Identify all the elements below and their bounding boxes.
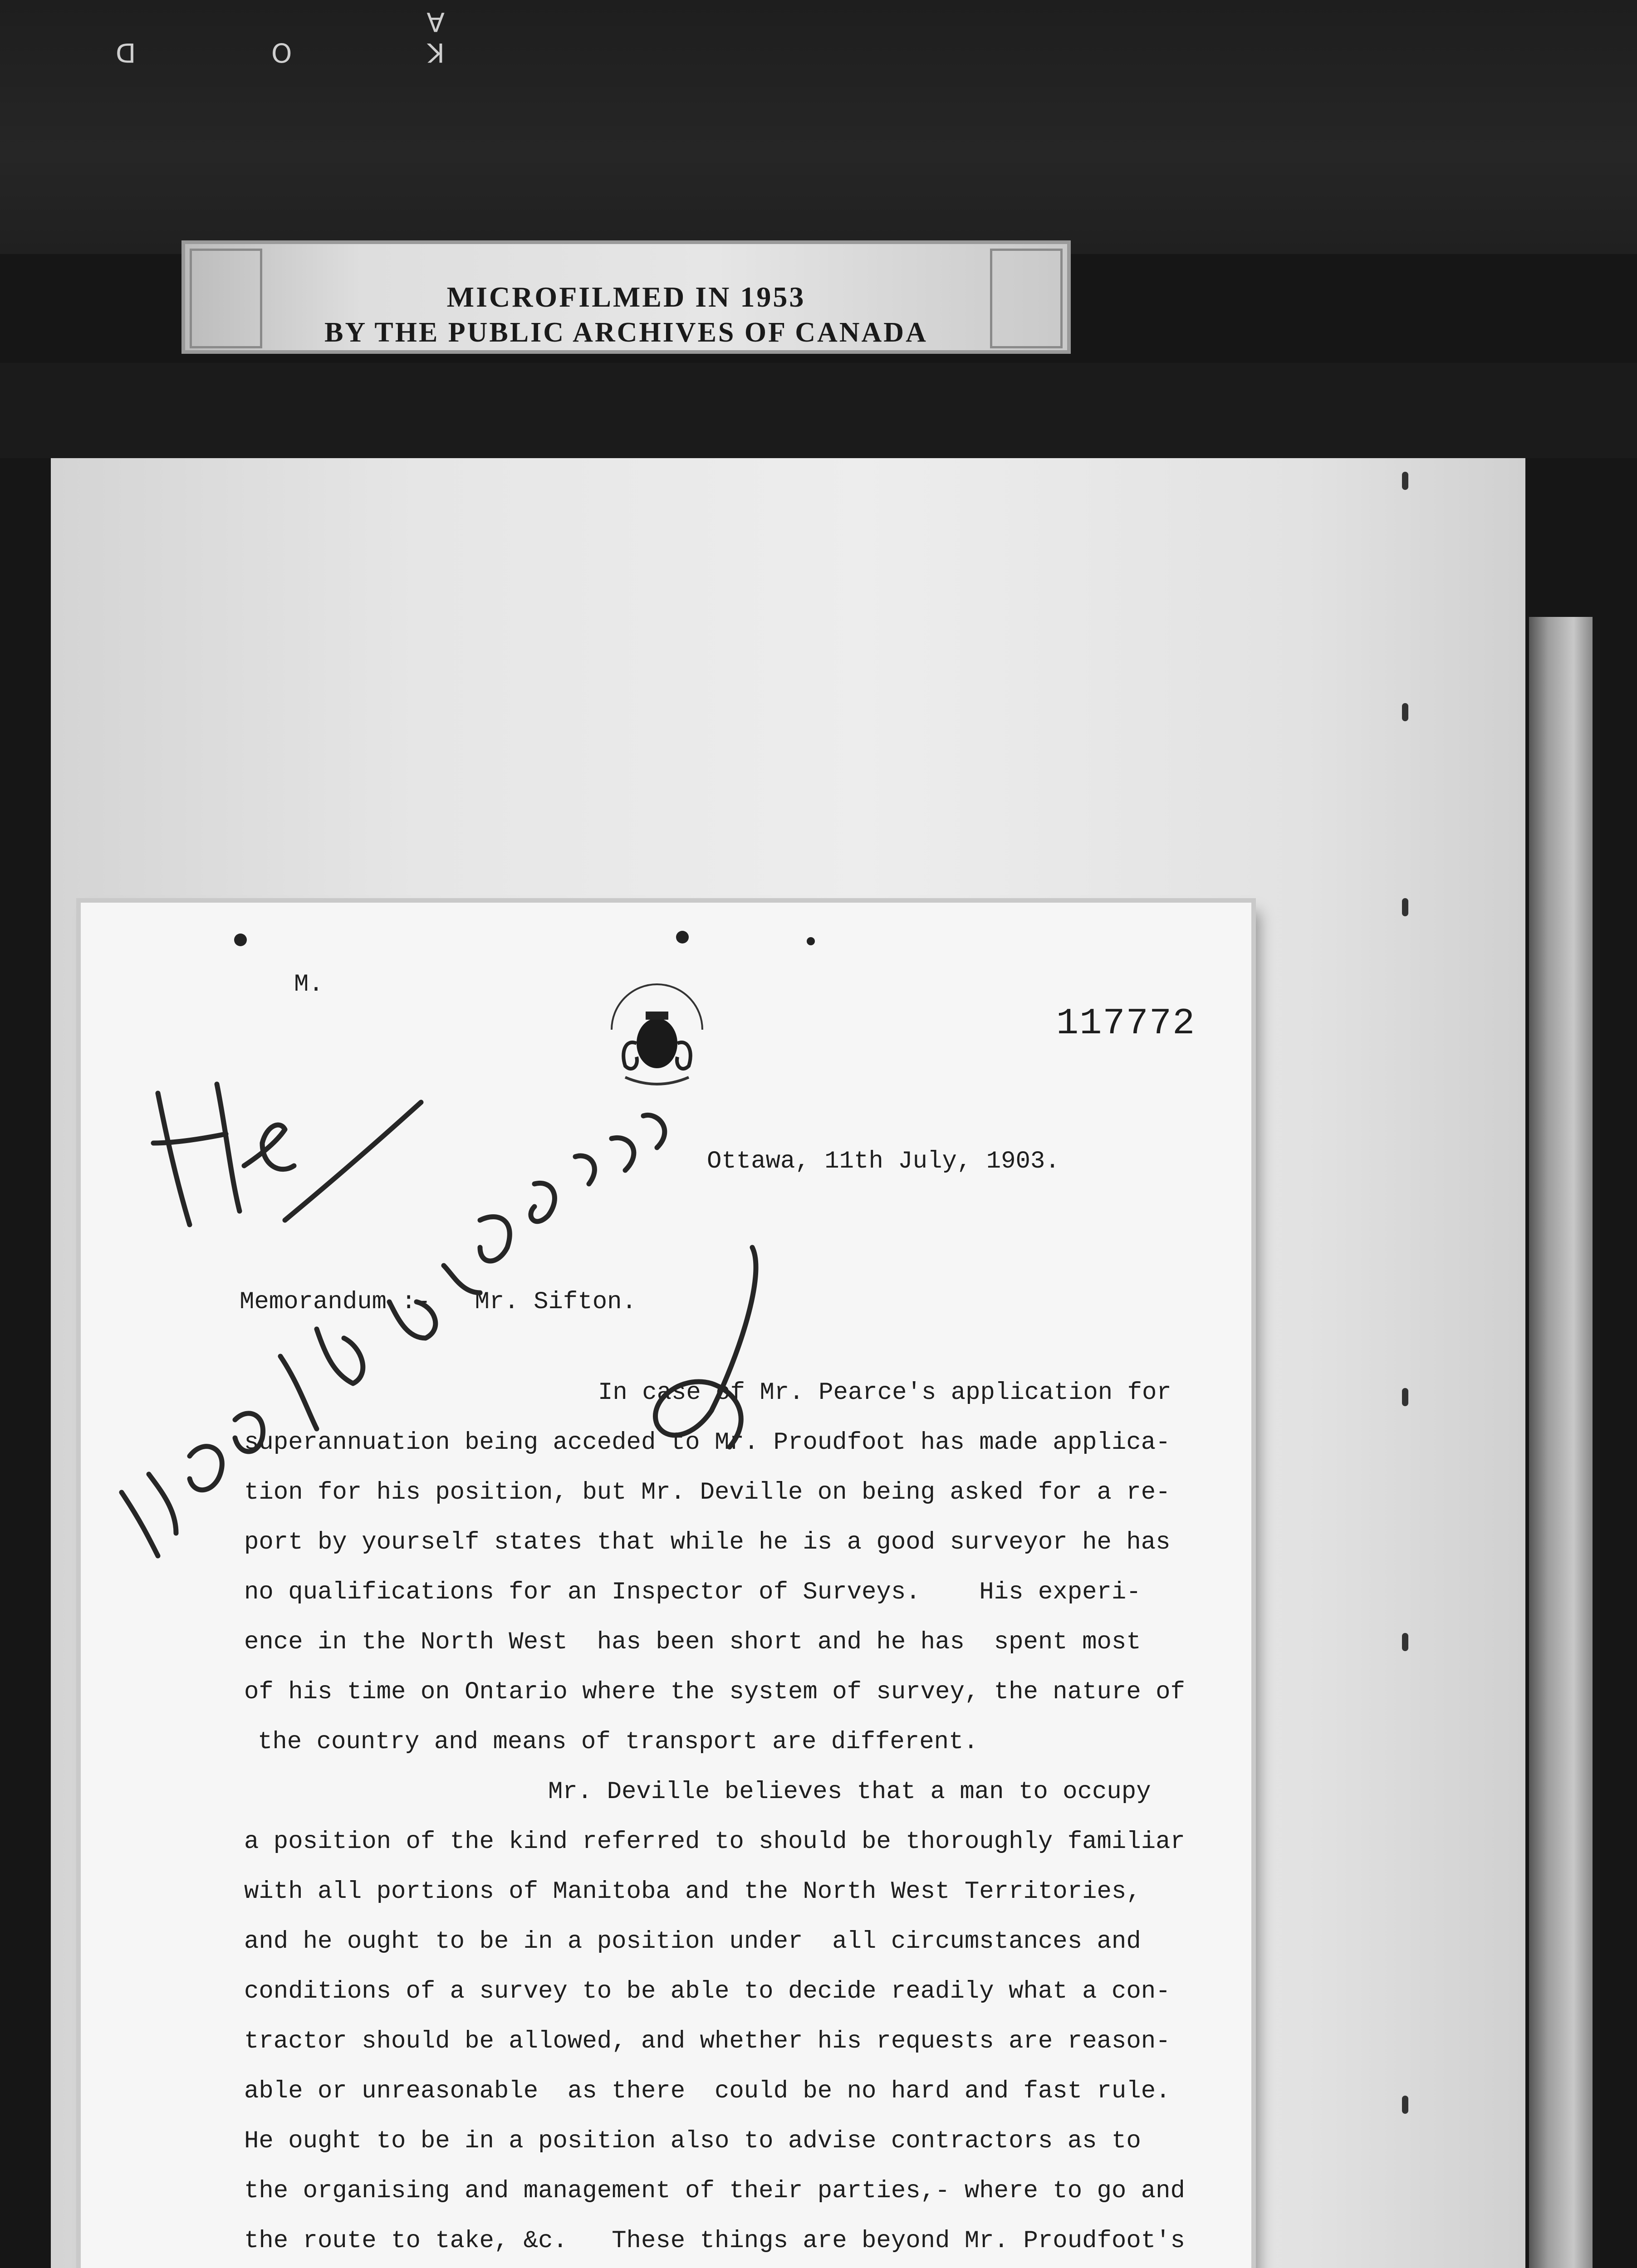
punch-mark [1402,1388,1408,1406]
memo-salutation: Memorandum :- Mr. Sifton. [240,1288,637,1316]
body-line: and he ought to be in a position under all circumstances and [244,1928,1141,1955]
body-line: the organising and management of their parties,- where to go and [244,2177,1185,2205]
body-line: superannuation being acceded to Mr. Proudfoot has made applica- [244,1429,1171,1457]
punch-mark [1402,898,1408,916]
punch-mark [1402,472,1408,490]
body-line: no qualifications for an Inspector of Surveys. His experi- [244,1579,1141,1606]
label-line-1: MICROFILMED IN 1953 [446,281,806,313]
corner-mark: M. [294,971,323,998]
handwritten-initial [603,1238,829,1474]
film-band [0,363,1637,458]
department-crest-icon [598,975,716,1102]
body-line: able or unreasonable as there could be no hard and fast rule. [244,2077,1171,2105]
label-line-2: BY THE PUBLIC ARCHIVES OF CANADA [324,317,928,348]
body-line: the country and means of transport are different. [258,1728,978,1756]
body-line: tion for his position, but Mr. Deville on being asked for a re- [244,1479,1171,1506]
microfilm-label [181,240,1071,354]
body-line: Mr. Deville believes that a man to occupy [548,1778,1151,1806]
ink-spot [676,931,689,943]
memorandum-page [81,903,1251,2268]
body-line: with all portions of Manitoba and the North West Territories, [244,1878,1141,1906]
document-number: 117772 [1056,1002,1196,1045]
body-line: of his time on Ontario where the system of survey, the nature of [244,1678,1185,1706]
body-line: conditions of a survey to be able to decide readily what a con- [244,1978,1171,2005]
punch-mark [1402,703,1408,721]
body-line: ence in the North West has been short and he has spent most [244,1628,1141,1656]
body-line: port by yourself states that while he is a good surveyor he has [244,1529,1171,1556]
ink-spot [807,937,815,945]
body-line: a position of the kind referred to should be thoroughly familiar [244,1828,1185,1856]
body-line: In case of Mr. Pearce's application for [598,1379,1171,1407]
punch-mark [1402,1633,1408,1651]
ink-spot [234,934,247,946]
date-line: Ottawa, 11th July, 1903. [707,1148,1060,1175]
punch-mark [1402,2096,1408,2114]
body-line: the route to take, &c. These things are beyond Mr. Proudfoot's [244,2227,1185,2255]
backing-page-edge [1529,617,1593,2268]
body-line: tractor should be allowed, and whether his requests are reason- [244,2028,1171,2055]
body-line: He ought to be in a position also to advise contractors as to [244,2127,1141,2155]
film-edge-marks: K O D A [52,6,445,68]
